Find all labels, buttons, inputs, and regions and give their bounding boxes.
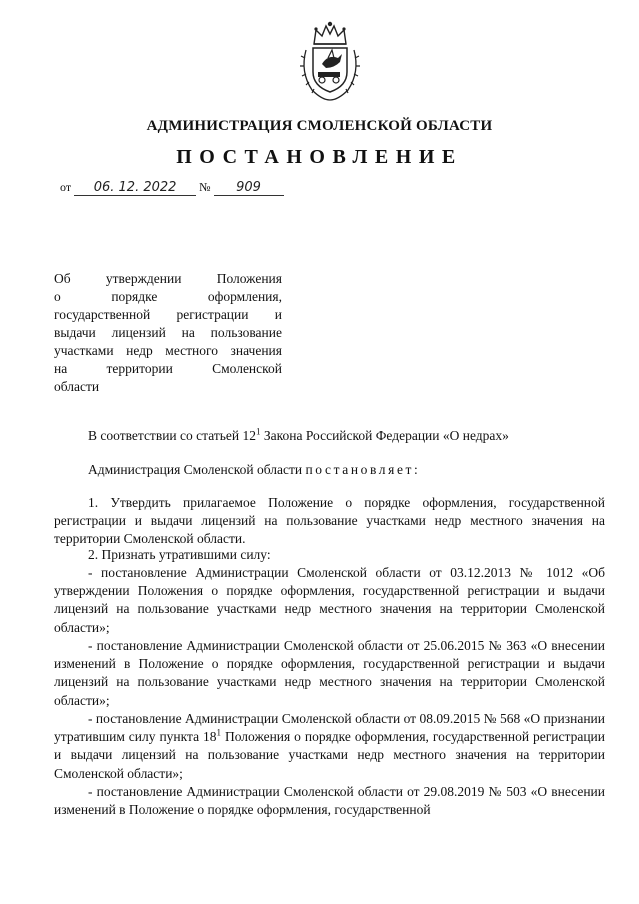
superscript: 1 — [216, 727, 222, 738]
repeal-3-text: Положения о порядке оформления, государственной регистрации и выдачи лицензий на пользование участками недр местного значения на территории Смоленской области»; — [54, 729, 605, 781]
resolve-text: Администрация Смоленской области — [88, 462, 306, 477]
number-value: 909 — [214, 180, 284, 196]
organization-name: АДМИНИСТРАЦИЯ СМОЛЕНСКОЙ ОБЛАСТИ — [146, 118, 493, 134]
repeal-paragraph-1: - постановление Администрации Смоленской области от 03.12.2013 № 1012 «Об утверждении Положения о порядке оформления, государственной регистрации и выдачи лицензий на пользование участками недр местного значения на территории Смоленской области»; — [54, 565, 605, 635]
date-number-line — [60, 180, 284, 196]
smolensk-coat-of-arms-icon — [298, 20, 362, 104]
subject-line: участками недр местного значения — [54, 343, 282, 358]
repeal-3-text: - постановление Администрации Смоленской области от 08.09.2015 № 568 «О признании утратившим силу пункта 18 — [54, 711, 605, 745]
subject-line: выдачи лицензий на пользование — [54, 325, 282, 340]
legal-basis-text: Закона Российской Федерации «О недрах» — [260, 428, 509, 443]
date-prefix: от — [60, 180, 72, 194]
resolve-word: постановляет: — [305, 462, 421, 477]
item-2-paragraph: 2. Признать утратившими силу: — [88, 547, 271, 562]
legal-basis-paragraph — [54, 427, 605, 445]
date-value: 06. 12. 2022 — [74, 180, 196, 196]
superscript: 1 — [256, 426, 261, 437]
subject-line: Об утверждении Положения — [54, 271, 282, 286]
subject-line: государственной регистрации и — [54, 307, 282, 322]
subject-line: области — [54, 379, 100, 394]
number-prefix: № — [199, 180, 211, 194]
document-type: ПОСТАНОВЛЕНИЕ — [176, 146, 463, 168]
coat-of-arms — [298, 20, 362, 104]
item-1-paragraph: 1. Утвердить прилагаемое Положение о порядке оформления, государственной регистрации и выдачи лицензий на пользование участками недр местного значения на территории Смоленской области. — [54, 495, 605, 547]
document-subject — [54, 270, 282, 396]
repeal-paragraph-4: - постановление Администрации Смоленской области от 29.08.2019 № 503 «О внесении изменений в Положение о порядке оформления, государственной — [54, 784, 605, 818]
repeal-paragraph-2: - постановление Администрации Смоленской области от 25.06.2015 № 363 «О внесении изменений в Положение о порядке оформления, государственной регистрации и выдачи лицензий на пользование участками недр местного значения на территории Смоленской области»; — [54, 638, 605, 708]
legal-basis-text: В соответствии со статьей 12 — [88, 428, 256, 443]
repeal-paragraph-3 — [54, 710, 605, 783]
subject-line: на территории Смоленской — [54, 361, 282, 376]
resolve-paragraph — [54, 461, 605, 479]
subject-line: о порядке оформления, — [54, 289, 282, 304]
